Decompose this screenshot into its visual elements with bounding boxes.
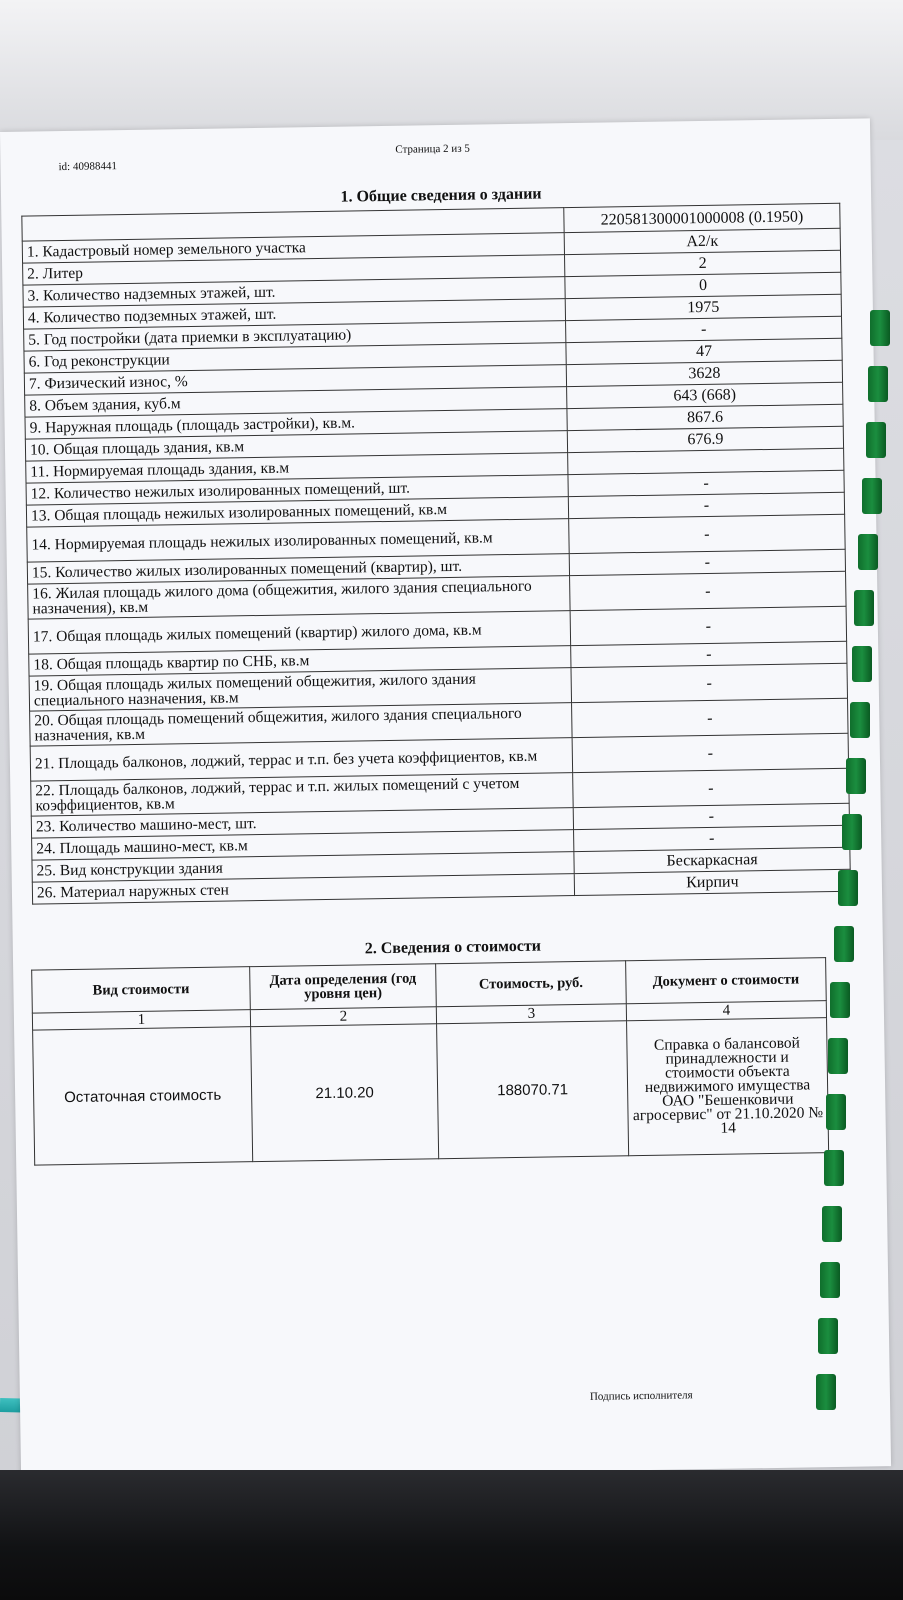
label-cell: 1. Кадастровый номер земельного участка <box>22 233 564 264</box>
document-id: id: 40988441 <box>58 160 118 174</box>
label-cell: 23. Количество машино-мест, шт. <box>31 808 573 839</box>
binding-ring <box>842 814 862 850</box>
spiral-binding <box>812 300 882 1440</box>
column-header: Дата определения (год уровня цен) <box>250 964 437 1010</box>
label-cell: 22. Площадь балконов, лоджий, террас и т.п. жилых помещений с учетом коэффициентов, кв.м <box>31 773 573 817</box>
value-cell: - <box>570 571 847 610</box>
column-number: 1 <box>32 1010 250 1030</box>
column-number: 2 <box>250 1007 436 1027</box>
label-cell: 10. Общая площадь здания, кв.м <box>25 431 567 462</box>
value-cell: 643 (668) <box>567 382 843 408</box>
binding-ring <box>862 478 882 514</box>
column-header: Документ о стоимости <box>626 958 827 1004</box>
binding-ring <box>824 1150 844 1186</box>
label-cell: 3. Количество надземных этажей, шт. <box>23 277 565 308</box>
binding-ring <box>850 702 870 738</box>
signature-label: Подпись исполнителя <box>589 1389 693 1403</box>
value-cell: Кирпич <box>574 869 850 895</box>
value-cell: 3628 <box>566 360 842 386</box>
date-cell: 21.10.20 <box>251 1024 439 1162</box>
binding-ring <box>858 534 878 570</box>
value-cell: 1975 <box>565 294 841 320</box>
label-cell: 18. Общая площадь квартир по СНБ, кв.м <box>29 646 571 677</box>
table-row <box>33 1018 829 1165</box>
section1-title: 1. Общие сведения о здании <box>340 185 542 206</box>
value-cell: - <box>572 733 849 772</box>
cost-table <box>31 957 829 1165</box>
building-info-table <box>21 203 851 905</box>
cost-type-cell: Остаточная стоимость <box>33 1027 253 1165</box>
value-cell: - <box>568 470 844 496</box>
label-cell: 17. Общая площадь жилых помещений (квартир) жилого дома, кв.м <box>28 611 570 655</box>
label-cell: 14. Нормируемая площадь нежилых изолированных помещений, кв.м <box>27 519 569 563</box>
binding-ring <box>828 1038 848 1074</box>
value-cell: А2/к <box>564 228 840 254</box>
column-number: 4 <box>626 1001 826 1021</box>
value-cell: Бескаркасная <box>574 847 850 873</box>
label-cell: 9. Наружная площадь (площадь застройки), кв.м. <box>25 409 567 440</box>
binding-ring <box>846 758 866 794</box>
binding-ring <box>830 982 850 1018</box>
label-cell: 25. Вид конструкции здания <box>32 852 574 883</box>
value-cell: - <box>566 316 842 342</box>
value-cell: - <box>569 549 845 575</box>
label-cell: 21. Площадь балконов, лоджий, террас и т.п. без учета коэффициентов, кв.м <box>30 738 572 782</box>
label-cell: 20. Общая площадь помещений общежития, жилого здания специального назначения, кв.м <box>30 703 572 747</box>
value-cell: 867.6 <box>567 404 843 430</box>
cost-cell: 188070.71 <box>437 1021 629 1159</box>
label-cell: 16. Жилая площадь жилого дома (общежития, жилого здания специального назначения), кв.м <box>28 576 570 620</box>
column-header: Стоимость, руб. <box>436 961 627 1007</box>
label-cell: 7. Физический износ, % <box>24 365 566 396</box>
label-cell: 11. Нормируемая площадь здания, кв.м <box>26 453 568 484</box>
section2-title: 2. Сведения о стоимости <box>364 937 542 958</box>
value-cell: 676.9 <box>567 426 843 452</box>
label-cell: 26. Материал наружных стен <box>32 874 574 905</box>
value-cell: 220581300001000008 (0.1950) <box>564 203 840 232</box>
value-cell: - <box>572 698 849 737</box>
label-cell: 15. Количество жилых изолированных помещений (квартир), шт. <box>27 554 569 585</box>
value-cell: 2 <box>564 250 840 276</box>
value-cell: 47 <box>566 338 842 364</box>
binding-ring <box>868 366 888 402</box>
value-cell: - <box>573 803 849 829</box>
value-cell: - <box>571 663 848 702</box>
binding-ring <box>870 310 890 346</box>
label-cell: 13. Общая площадь нежилых изолированных помещений, кв.м <box>26 497 568 528</box>
column-header: Вид стоимости <box>32 967 251 1013</box>
binding-ring <box>820 1262 840 1298</box>
document-page <box>0 118 891 1479</box>
page-number: Страница 2 из 5 <box>395 142 470 156</box>
binding-ring <box>826 1094 846 1130</box>
binding-ring <box>854 590 874 626</box>
background-bottom <box>0 1470 903 1600</box>
value-cell: - <box>569 514 846 553</box>
binding-ring <box>822 1206 842 1242</box>
binding-ring <box>834 926 854 962</box>
binding-ring <box>818 1318 838 1354</box>
binding-ring <box>816 1374 836 1410</box>
label-cell: 12. Количество нежилых изолированных помещений, шт. <box>26 475 568 506</box>
column-number: 3 <box>436 1004 626 1024</box>
value-cell: 0 <box>565 272 841 298</box>
value-cell: - <box>574 825 850 851</box>
label-cell: 6. Год реконструкции <box>24 343 566 374</box>
label-cell: 2. Литер <box>23 255 565 286</box>
binding-ring <box>852 646 872 682</box>
label-cell: 4. Количество подземных этажей, шт. <box>23 299 565 330</box>
label-cell: 5. Год постройки (дата приемки в эксплуатацию) <box>24 321 566 352</box>
value-cell: - <box>573 768 850 807</box>
document-cell: Справка о балансовой принадлежности и стоимости объекта недвижимого имущества ОАО "Бешенковичи агросервис" от 21.10.2020 № 14 <box>627 1018 829 1156</box>
binding-ring <box>866 422 886 458</box>
value-cell: - <box>570 606 847 645</box>
binding-ring <box>838 870 858 906</box>
label-cell: 24. Площадь машино-мест, кв.м <box>32 830 574 861</box>
label-cell: 8. Объем здания, куб.м <box>25 387 567 418</box>
value-cell: - <box>568 492 844 518</box>
label-cell: 19. Общая площадь жилых помещений общежития, жилого здания специального назначения, кв.м <box>29 668 571 712</box>
value-cell: - <box>571 641 847 667</box>
